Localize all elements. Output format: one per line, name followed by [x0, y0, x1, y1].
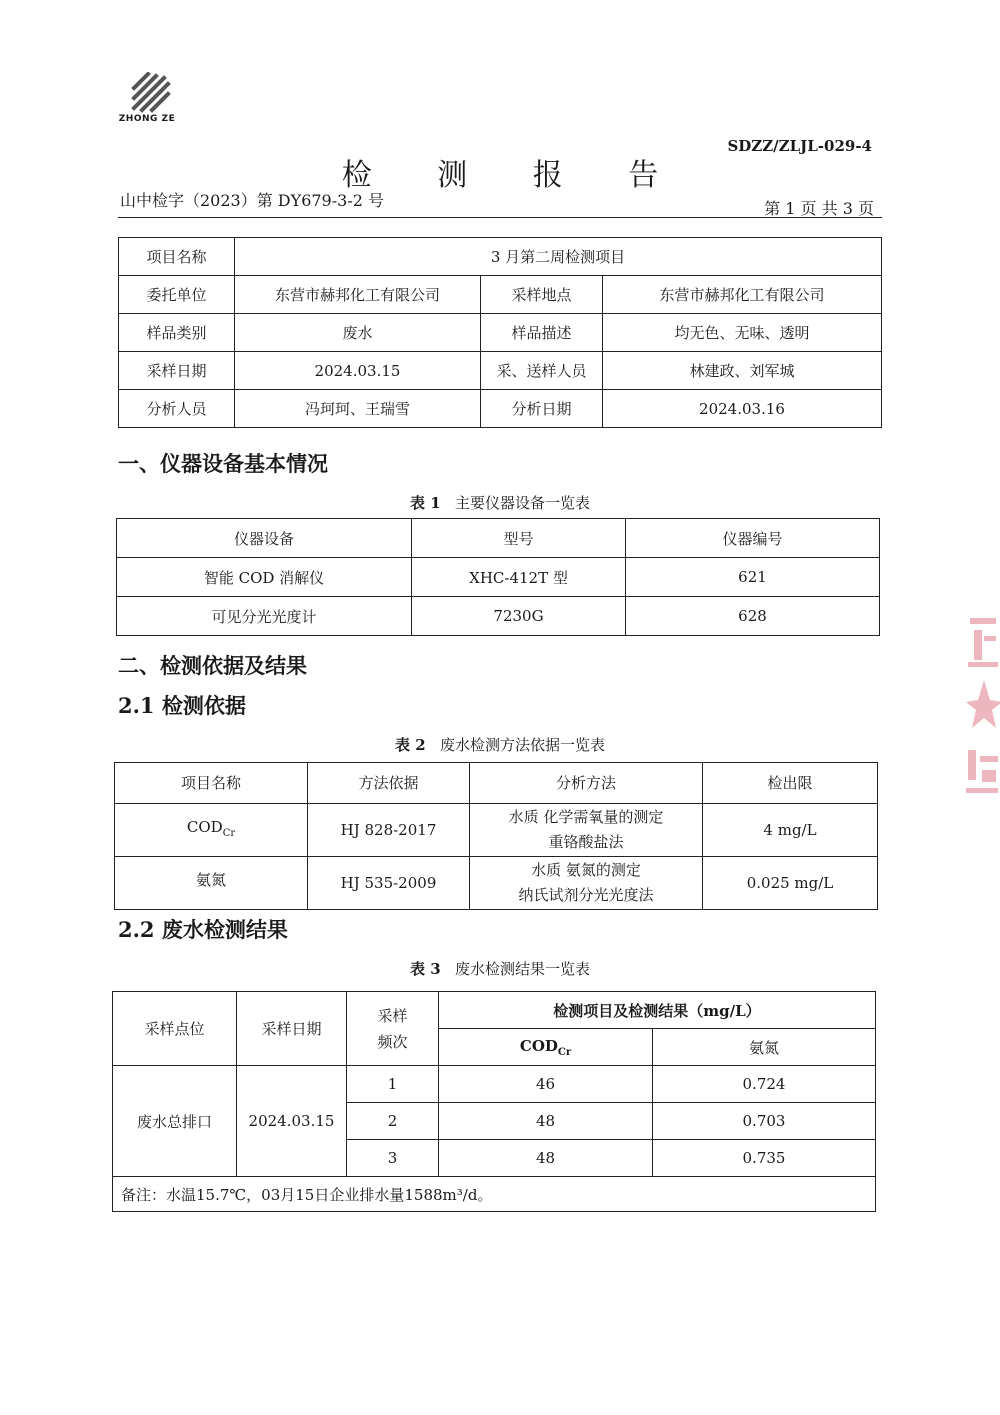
limit-cell: 0.025 mg/L: [703, 857, 878, 910]
table-row: [113, 1066, 876, 1103]
header-divider: [118, 217, 882, 218]
table-row: [113, 1177, 876, 1212]
analysis-date-value: 2024.03.16: [603, 390, 882, 428]
frequency-cell: 3: [347, 1140, 439, 1177]
document-code: SDZZ/ZLJL-029-4: [727, 137, 872, 155]
sampler-label: 采、送样人员: [481, 352, 603, 390]
column-header: $COD_{Cr}$: [439, 1029, 653, 1066]
cod-cell: 46: [439, 1066, 653, 1103]
report-title: 检 测 报 告: [341, 158, 687, 193]
column-header: 仪器编号: [626, 519, 880, 558]
sampling-date-cell: 2024.03.15: [237, 1066, 347, 1177]
cod-cell: 48: [439, 1140, 653, 1177]
date-label: 采样日期: [119, 352, 235, 390]
table-header-row: [115, 763, 878, 804]
column-header: 项目名称: [115, 763, 308, 804]
logo-text: ZHONG ZE: [118, 114, 176, 124]
ammonia-cell: 0.724: [653, 1066, 876, 1103]
results-table: [112, 991, 876, 1212]
table3-caption-no: 表 3: [410, 960, 441, 978]
analyst-label: 分析人员: [119, 390, 235, 428]
desc-value: 均无色、无味、透明: [603, 314, 882, 352]
project-value: 3 月第二周检测项目: [235, 238, 882, 276]
table-row: [117, 597, 880, 636]
table-row: [119, 276, 882, 314]
site-label: 采样地点: [481, 276, 603, 314]
table-row: [115, 857, 878, 910]
client-value: 东营市赫邦化工有限公司: [235, 276, 481, 314]
table-cell: 可见分光光度计: [117, 597, 412, 636]
table3-caption-text: 废水检测结果一览表: [454, 960, 590, 978]
frequency-cell: 2: [347, 1103, 439, 1140]
column-header: 分析方法: [470, 763, 703, 804]
section2-heading: 二、检测依据及结果: [118, 653, 307, 678]
table-row: [117, 558, 880, 597]
analysis-date-label: 分析日期: [481, 390, 603, 428]
method-cell: 水质 化学需氧量的测定 重铬酸盐法: [470, 804, 703, 857]
item-cell: 氨氮: [115, 857, 308, 910]
column-header: 采样点位: [113, 992, 237, 1066]
table-header-row: [117, 519, 880, 558]
table3-caption: [0, 958, 1000, 979]
date-value: 2024.03.15: [235, 352, 481, 390]
desc-label: 样品描述: [481, 314, 603, 352]
section1-heading: 一、仪器设备基本情况: [118, 451, 328, 476]
table-cell: 628: [626, 597, 880, 636]
project-label: 项目名称: [119, 238, 235, 276]
table-row: [119, 390, 882, 428]
site-value: 东营市赫邦化工有限公司: [603, 276, 882, 314]
sampling-point-cell: 废水总排口: [113, 1066, 237, 1177]
remark-note: 备注：水温15.7℃，03月15日企业排水量1588m³/d。: [113, 1177, 876, 1212]
column-header: 检测项目及检测结果（mg/L）: [439, 992, 876, 1029]
basis-cell: HJ 828-2017: [308, 804, 470, 857]
frequency-cell: 1: [347, 1066, 439, 1103]
table-cell: 621: [626, 558, 880, 597]
table1-caption-text: 主要仪器设备一览表: [454, 494, 590, 512]
method-table: [114, 762, 878, 910]
table1-caption-no: 表 1: [410, 494, 441, 512]
type-label: 样品类别: [119, 314, 235, 352]
table-row: [119, 314, 882, 352]
method-cell: 水质 氨氮的测定 纳氏试剂分光光度法: [470, 857, 703, 910]
analyst-value: 冯珂珂、王瑞雪: [235, 390, 481, 428]
page-info: 第 1 页 共 3 页: [764, 199, 874, 218]
instrument-table: [116, 518, 880, 636]
item-cell: $COD_{Cr}$: [115, 804, 308, 857]
table-cell: 7230G: [412, 597, 626, 636]
table-row: [119, 352, 882, 390]
table2-caption-no: 表 2: [395, 736, 426, 754]
table-cell: XHC-412T 型: [412, 558, 626, 597]
subsection-2-1-heading: 2.1 检测依据: [118, 693, 246, 718]
table-row: [119, 238, 882, 276]
table2-caption: [0, 734, 1000, 755]
table-cell: 智能 COD 消解仪: [117, 558, 412, 597]
report-number: 山中检字（2023）第 DY679-3-2 号: [120, 191, 384, 210]
sampler-value: 林建政、刘军城: [603, 352, 882, 390]
table2-caption-text: 废水检测方法依据一览表: [439, 736, 605, 754]
column-header: 检出限: [703, 763, 878, 804]
column-header: 方法依据: [308, 763, 470, 804]
column-header: 采样 频次: [347, 992, 439, 1066]
column-header: 采样日期: [237, 992, 347, 1066]
column-header: 型号: [412, 519, 626, 558]
basis-cell: HJ 535-2009: [308, 857, 470, 910]
subsection-2-2-heading: 2.2 废水检测结果: [118, 917, 288, 942]
type-value: 废水: [235, 314, 481, 352]
ammonia-cell: 0.735: [653, 1140, 876, 1177]
table1-caption: [0, 492, 1000, 513]
column-header: 氨氮: [653, 1029, 876, 1066]
limit-cell: 4 mg/L: [703, 804, 878, 857]
column-header: 仪器设备: [117, 519, 412, 558]
cod-cell: 48: [439, 1103, 653, 1140]
table-row: [115, 804, 878, 857]
seal-stamp-icon: [960, 610, 1000, 800]
client-label: 委托单位: [119, 276, 235, 314]
table-header-row: [113, 992, 876, 1029]
ammonia-cell: 0.703: [653, 1103, 876, 1140]
report-info-table: [118, 237, 882, 428]
